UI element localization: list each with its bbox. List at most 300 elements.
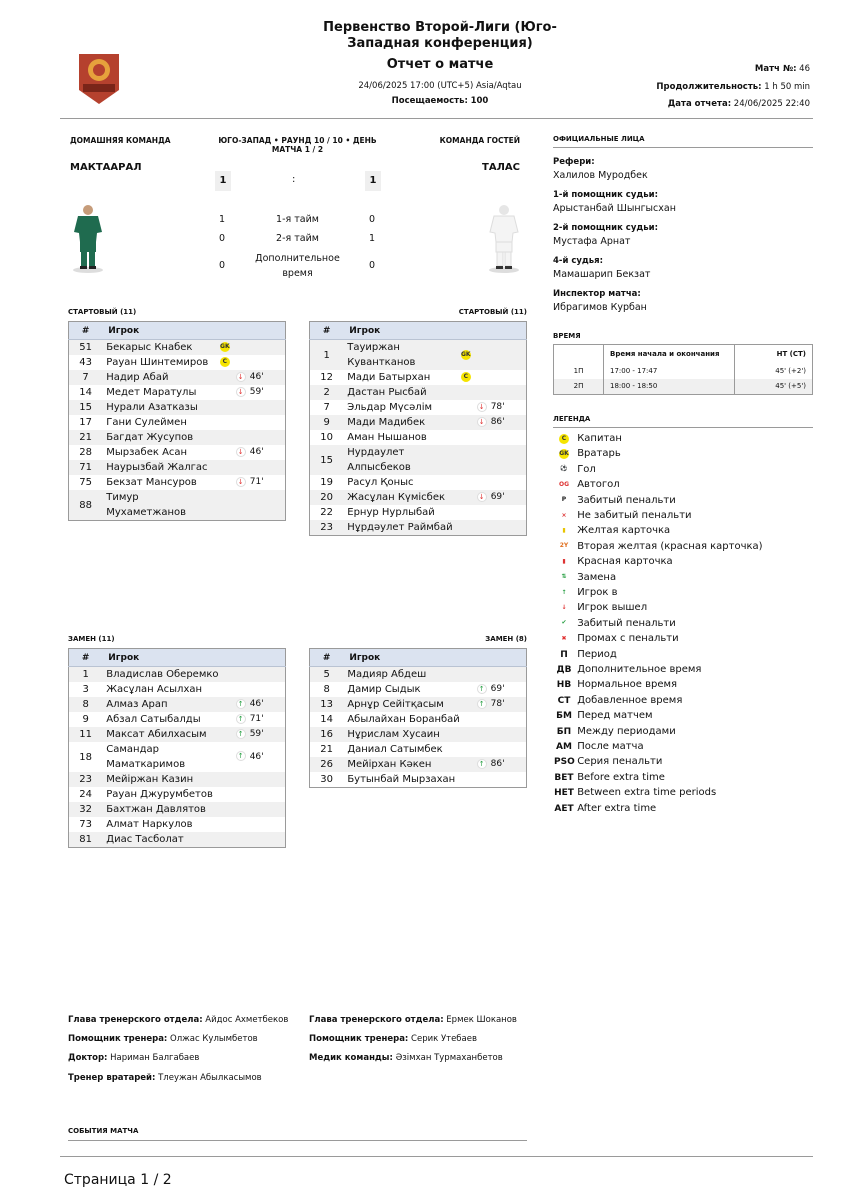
legend-label: Гол bbox=[577, 463, 596, 475]
player-name: Арнұр Сейітқасым bbox=[343, 697, 461, 712]
player-name: Аман Нышанов bbox=[347, 432, 427, 443]
player-name: Рауан Шинтемиров bbox=[106, 357, 209, 368]
player-name: Даниал Сатымбек bbox=[347, 744, 443, 755]
legend-item bbox=[554, 600, 647, 615]
official-name: Мамашарип Бекзат bbox=[553, 269, 651, 280]
match-number: Матч №: 46 bbox=[754, 64, 810, 74]
player-out-icon: ↓ bbox=[477, 492, 487, 502]
player-in-icon: ↑ bbox=[559, 588, 569, 598]
player-row bbox=[69, 430, 286, 445]
player-number: 16 bbox=[310, 727, 344, 742]
away-starting-title: СТАРТОВЫЙ (11) bbox=[458, 308, 527, 316]
sub-minute: 46' bbox=[249, 372, 264, 382]
legend-label: Промах с пенальти bbox=[577, 633, 679, 645]
player-out-icon: ↓ bbox=[559, 603, 569, 613]
time-ht: 45' (+2') bbox=[735, 363, 813, 379]
time-title: ВРЕМЯ bbox=[553, 332, 581, 340]
player-row bbox=[69, 370, 286, 385]
player-in-icon: ↑ bbox=[236, 751, 246, 761]
player-name: Надир Абай bbox=[102, 370, 220, 385]
report-subtitle: Отчет о матче bbox=[386, 57, 494, 72]
legend-item bbox=[554, 724, 676, 739]
period-away-score: 0 bbox=[368, 260, 376, 271]
period-label: Дополнительное время bbox=[255, 253, 340, 279]
player-number: 1 bbox=[69, 667, 103, 683]
player-number: 8 bbox=[323, 684, 330, 695]
player-name: Жасұлан Күмісбек bbox=[343, 490, 461, 505]
player-number: 88 bbox=[69, 490, 103, 521]
sub-minute: 59' bbox=[249, 387, 264, 397]
player-number: 21 bbox=[69, 430, 103, 445]
legend-item bbox=[554, 539, 763, 554]
player-name: Мырзабек Асан bbox=[106, 447, 188, 458]
player-number: 11 bbox=[69, 727, 103, 742]
legend-label: Игрок в bbox=[577, 587, 618, 598]
legend-item bbox=[554, 770, 665, 785]
events-divider bbox=[68, 1140, 527, 1141]
player-in-icon: ↑ bbox=[477, 699, 487, 709]
player-row bbox=[69, 832, 286, 848]
penalty-shootout-scored-icon: ✔ bbox=[559, 618, 569, 628]
player-number: 8 bbox=[69, 697, 103, 712]
player-number: 51 bbox=[69, 340, 103, 356]
legend-item bbox=[554, 585, 618, 600]
legend-item bbox=[554, 446, 621, 461]
player-number: 26 bbox=[310, 757, 344, 772]
time-col-ht: НТ (СТ) bbox=[735, 345, 813, 363]
home-score: 1 bbox=[215, 171, 231, 191]
home-subs-table bbox=[68, 648, 286, 848]
legend-item bbox=[554, 523, 670, 538]
legend-label: Капитан bbox=[577, 433, 622, 444]
sub-minute: 59' bbox=[249, 729, 264, 739]
player-name: Эльдар Мүсәлім bbox=[347, 402, 433, 413]
legend-label: Забитый пенальти bbox=[577, 494, 676, 506]
legend-label: Добавленное время bbox=[577, 694, 683, 706]
player-number: 32 bbox=[69, 802, 103, 817]
player-number: 21 bbox=[320, 744, 334, 755]
legend-item bbox=[554, 801, 656, 816]
player-name: Самандар Маматкаримов bbox=[106, 744, 186, 770]
legend-label: Вторая желтая (красная карточка) bbox=[577, 540, 763, 552]
player-row bbox=[310, 727, 527, 742]
home-staff-item: Глава тренерского отдела: Айдос Ахметбеков bbox=[68, 1015, 289, 1025]
goalkeeper-icon: GK bbox=[220, 343, 230, 350]
home-subs-title: ЗАМЕН (11) bbox=[68, 635, 115, 643]
sub-minute: 46' bbox=[249, 751, 264, 762]
official-label: 2-й помощник судьи: bbox=[553, 223, 658, 233]
player-number: 20 bbox=[310, 490, 344, 505]
officials-title: ОФИЦИАЛЬНЫЕ ЛИЦА bbox=[553, 135, 645, 143]
report-title: Первенство Второй-Лиги (Юго-Западная конференция) bbox=[323, 20, 557, 51]
captain-icon: C bbox=[461, 372, 471, 382]
captain-icon: C bbox=[220, 357, 230, 367]
player-row bbox=[310, 772, 527, 788]
player-number: 10 bbox=[320, 432, 333, 443]
player-name: Мади Мадибек bbox=[343, 415, 461, 430]
legend-item bbox=[554, 508, 692, 523]
legend-label: Забитый пенальти bbox=[577, 617, 676, 629]
player-name: Владислав Оберемко bbox=[102, 667, 220, 683]
player-name: Абылайхан Боранбай bbox=[347, 714, 460, 725]
player-number: 18 bbox=[79, 751, 92, 763]
officials-divider bbox=[553, 147, 813, 148]
player-row bbox=[310, 742, 527, 757]
player-number: 15 bbox=[69, 400, 103, 415]
player-row bbox=[310, 682, 527, 697]
sub-minute: 78' bbox=[490, 402, 505, 412]
legend-label: Between extra time periods bbox=[577, 787, 717, 799]
player-row bbox=[69, 787, 286, 802]
player-row bbox=[310, 490, 527, 505]
player-row bbox=[69, 772, 286, 787]
player-name: Мейіржан Казин bbox=[102, 772, 220, 787]
player-number: 73 bbox=[79, 819, 92, 830]
player-row bbox=[69, 490, 286, 521]
legend-item bbox=[554, 431, 622, 446]
official-name: Мустафа Арнат bbox=[553, 236, 631, 247]
player-number: 28 bbox=[79, 447, 92, 458]
player-name: Нұрислам Хусаин bbox=[343, 727, 461, 742]
player-row bbox=[69, 742, 286, 772]
captain-icon: C bbox=[559, 434, 569, 444]
away-staff-item: Помощник тренера: Серик Утебаев bbox=[309, 1034, 478, 1044]
player-number: 24 bbox=[79, 789, 92, 800]
player-number: 71 bbox=[69, 460, 103, 475]
official-label: 4-й судья: bbox=[553, 256, 604, 266]
player-name: Медет Маратулы bbox=[106, 387, 197, 398]
player-number: 13 bbox=[310, 697, 344, 712]
away-staff-item: Глава тренерского отдела: Ермек Шоканов bbox=[309, 1015, 517, 1025]
red-card-icon: ▮ bbox=[559, 557, 569, 567]
official-name: Халилов Муродбек bbox=[553, 170, 648, 181]
player-name: Гани Сулеймен bbox=[106, 417, 187, 428]
legend-label: После матча bbox=[577, 741, 644, 752]
period-label: 1-я тайм bbox=[276, 214, 319, 225]
player-row bbox=[310, 340, 527, 371]
score-separator: : bbox=[292, 174, 296, 185]
player-row bbox=[310, 757, 527, 772]
legend-abbr: AET bbox=[554, 803, 574, 814]
legend-divider bbox=[553, 427, 813, 428]
legend-label: Период bbox=[577, 648, 617, 660]
time-period: 2П bbox=[554, 379, 604, 395]
legend-abbr: PSO bbox=[554, 757, 575, 768]
home-staff-item: Помощник тренера: Олжас Кулымбетов bbox=[68, 1034, 258, 1044]
time-col-range: Время начала и окончания bbox=[604, 345, 735, 363]
away-kit-icon bbox=[486, 202, 522, 278]
legend-title: ЛЕГЕНДА bbox=[553, 415, 591, 423]
sub-minute: 69' bbox=[490, 492, 505, 502]
player-row bbox=[69, 682, 286, 697]
league-logo bbox=[75, 50, 123, 106]
player-name: Нурдаулет Алпысбеков bbox=[343, 445, 461, 475]
legend-label: Вратарь bbox=[577, 448, 621, 460]
player-number: 7 bbox=[323, 402, 330, 413]
player-number: 14 bbox=[79, 387, 92, 398]
legend-label: Замена bbox=[577, 571, 617, 583]
player-number: 75 bbox=[79, 477, 92, 488]
goalkeeper-icon: GK bbox=[559, 449, 569, 457]
time-period: 1П bbox=[554, 363, 604, 379]
player-name: Абзал Сатыбалды bbox=[106, 714, 201, 725]
player-name: Ернур Нурлыбай bbox=[347, 507, 435, 518]
legend-label: Нормальное время bbox=[577, 679, 678, 691]
col-number-header: # bbox=[310, 649, 344, 667]
match-datetime: 24/06/2025 17:00 (UTC+5) Asia/Aqtau bbox=[358, 81, 522, 91]
legend-item bbox=[554, 554, 673, 569]
legend-item bbox=[554, 493, 676, 508]
legend-item bbox=[554, 616, 676, 631]
player-in-icon: ↑ bbox=[477, 759, 487, 769]
col-player-header: Игрок bbox=[343, 322, 526, 340]
legend-abbr: П bbox=[560, 649, 568, 660]
attendance: Посещаемость: 100 bbox=[391, 96, 489, 106]
player-name: Бекзат Мансуров bbox=[106, 477, 197, 488]
player-number: 3 bbox=[82, 684, 89, 695]
player-row bbox=[310, 667, 527, 683]
player-row bbox=[310, 385, 527, 400]
player-out-icon: ↓ bbox=[236, 387, 246, 397]
sub-minute: 86' bbox=[490, 759, 505, 769]
player-in-icon: ↑ bbox=[236, 699, 246, 709]
player-name: Мейірхан Кәкен bbox=[343, 757, 461, 772]
goal-icon: ⚽ bbox=[560, 465, 568, 473]
round-info: ЮГО-ЗАПАД • РАУНД 10 / 10 • ДЕНЬ МАТЧА 1 / 2 bbox=[218, 136, 377, 154]
legend-item bbox=[554, 677, 677, 692]
player-row bbox=[310, 697, 527, 712]
player-number: 23 bbox=[69, 772, 103, 787]
home-team-name: МАКТААРАЛ bbox=[70, 162, 142, 173]
player-number: 81 bbox=[69, 832, 103, 848]
legend-label: Дополнительное время bbox=[577, 664, 702, 675]
goalkeeper-icon: GK bbox=[460, 350, 471, 358]
home-starting-table bbox=[68, 321, 286, 521]
player-number: 9 bbox=[82, 714, 89, 725]
player-number: 17 bbox=[79, 417, 92, 428]
player-row bbox=[69, 712, 286, 727]
player-out-icon: ↓ bbox=[477, 417, 487, 427]
legend-abbr: НВ bbox=[556, 680, 572, 691]
away-team-name: ТАЛАС bbox=[482, 162, 520, 173]
away-subs-table bbox=[309, 648, 527, 788]
player-number: 12 bbox=[320, 372, 333, 383]
player-number: 30 bbox=[320, 774, 334, 785]
yellow-card-icon: ▮ bbox=[559, 526, 569, 536]
player-name: Бекарыс Кнабек bbox=[102, 340, 220, 356]
player-row bbox=[310, 712, 527, 727]
legend-item bbox=[554, 708, 653, 723]
player-row bbox=[69, 817, 286, 832]
away-subs-title: ЗАМЕН (8) bbox=[485, 635, 527, 643]
player-number: 15 bbox=[310, 445, 344, 475]
official-name: Арыстанбай Шынгысхан bbox=[553, 203, 676, 214]
player-number: 19 bbox=[320, 477, 333, 488]
player-name: Багдат Жусупов bbox=[102, 430, 220, 445]
player-row bbox=[69, 727, 286, 742]
header-divider bbox=[60, 118, 813, 119]
period-home-score: 0 bbox=[218, 260, 226, 271]
legend-abbr: СТ bbox=[557, 695, 571, 706]
match-duration: Продолжительность: 1 h 50 min bbox=[656, 82, 810, 92]
player-number: 2 bbox=[310, 385, 344, 400]
col-player-header: Игрок bbox=[343, 649, 526, 667]
penalty-scored-icon: P bbox=[559, 495, 569, 505]
home-staff-item: Тренер вратарей: Тлеужан Абылкасымов bbox=[68, 1073, 262, 1083]
penalty-missed-icon: × bbox=[559, 511, 569, 521]
legend-item bbox=[554, 570, 616, 585]
period-away-score: 1 bbox=[368, 233, 376, 244]
player-row bbox=[69, 802, 286, 817]
col-player-header: Игрок bbox=[102, 322, 285, 340]
page-number: Страница 1 / 2 bbox=[64, 1172, 172, 1188]
player-name: Тимур Мухаметжанов bbox=[102, 490, 220, 521]
player-row bbox=[69, 385, 286, 400]
legend-label: Красная карточка bbox=[577, 556, 673, 568]
player-in-icon: ↑ bbox=[236, 714, 246, 724]
home-staff-item: Доктор: Нариман Балгабаев bbox=[68, 1053, 200, 1063]
player-in-icon: ↑ bbox=[236, 729, 246, 739]
period-label: 2-я тайм bbox=[276, 233, 319, 244]
player-row bbox=[310, 400, 527, 415]
official-label: 1-й помощник судьи: bbox=[553, 190, 658, 200]
player-name: Тауиржан Кувантканов bbox=[343, 340, 461, 371]
time-ht: 45' (+5') bbox=[735, 379, 813, 395]
player-name: Бутынбай Мырзахан bbox=[347, 774, 456, 785]
player-row bbox=[69, 460, 286, 475]
player-number: 22 bbox=[320, 507, 333, 518]
player-row bbox=[69, 475, 286, 490]
legend-label: Не забитый пенальти bbox=[577, 510, 692, 521]
player-number: 9 bbox=[310, 415, 344, 430]
player-row bbox=[310, 475, 527, 490]
player-name: Диас Тасболат bbox=[102, 832, 220, 848]
legend-item bbox=[554, 477, 620, 492]
player-row bbox=[69, 415, 286, 430]
player-out-icon: ↓ bbox=[236, 447, 246, 457]
player-row bbox=[310, 415, 527, 430]
player-name: Дастан Рысбай bbox=[343, 385, 461, 400]
player-out-icon: ↓ bbox=[236, 477, 246, 487]
player-out-icon: ↓ bbox=[236, 372, 246, 382]
col-number-header: # bbox=[69, 322, 103, 340]
player-number: 23 bbox=[310, 520, 344, 536]
col-number-header: # bbox=[310, 322, 344, 340]
report-date: Дата отчета: 24/06/2025 22:40 bbox=[667, 99, 810, 109]
own-goal-icon: OG bbox=[559, 480, 570, 488]
player-name: Расул Қоныс bbox=[347, 477, 414, 488]
player-out-icon: ↓ bbox=[477, 402, 487, 412]
period-home-score: 1 bbox=[218, 214, 226, 225]
legend-label: Автогол bbox=[577, 479, 620, 491]
player-name: Бахтжан Давлятов bbox=[102, 802, 220, 817]
player-row bbox=[310, 505, 527, 520]
legend-item bbox=[554, 785, 716, 800]
legend-abbr: BET bbox=[554, 772, 574, 783]
legend-label: Желтая карточка bbox=[577, 525, 671, 537]
player-row bbox=[69, 400, 286, 415]
player-name: Дамир Сыдык bbox=[347, 684, 421, 695]
legend-label: Между периодами bbox=[577, 725, 676, 737]
legend-abbr: АМ bbox=[556, 742, 572, 752]
col-player-header: Игрок bbox=[102, 649, 285, 667]
legend-label: After extra time bbox=[577, 802, 657, 814]
period-away-score: 0 bbox=[368, 214, 376, 225]
official-label: Инспектор матча: bbox=[553, 289, 641, 299]
col-number-header: # bbox=[69, 649, 103, 667]
sub-minute: 78' bbox=[490, 699, 505, 709]
sub-minute: 86' bbox=[490, 417, 505, 427]
player-row bbox=[69, 667, 286, 683]
legend-item bbox=[554, 462, 596, 477]
official-label: Рефери: bbox=[553, 157, 595, 167]
player-name: Алмат Наркулов bbox=[106, 819, 193, 830]
time-range: 17:00 - 17:47 bbox=[604, 363, 735, 379]
legend-item bbox=[554, 647, 617, 662]
penalty-shootout-missed-icon: ✖ bbox=[559, 634, 569, 644]
sub-minute: 71' bbox=[249, 714, 264, 724]
player-row bbox=[69, 697, 286, 712]
legend-item bbox=[554, 739, 644, 754]
away-team-label: КОМАНДА ГОСТЕЙ bbox=[439, 136, 520, 145]
sub-minute: 46' bbox=[249, 447, 264, 457]
sub-minute: 69' bbox=[490, 684, 505, 694]
legend-abbr: БП bbox=[556, 726, 572, 737]
player-name: Нурали Азатказы bbox=[102, 400, 220, 415]
legend-label: Серия пенальти bbox=[577, 756, 663, 768]
player-name: Алмаз Арап bbox=[102, 697, 220, 712]
legend-label: Before extra time bbox=[577, 771, 665, 783]
legend-label: Перед матчем bbox=[577, 710, 653, 722]
period-home-score: 0 bbox=[218, 233, 226, 244]
home-team-label: ДОМАШНЯЯ КОМАНДА bbox=[70, 136, 171, 145]
second-yellow-icon: 2Y bbox=[559, 542, 569, 550]
legend-label: Игрок вышел bbox=[577, 602, 648, 614]
player-name: Максат Абилхасым bbox=[102, 727, 220, 742]
player-number: 14 bbox=[320, 714, 334, 725]
player-number: 1 bbox=[310, 340, 344, 371]
legend-item bbox=[554, 754, 662, 769]
away-starting-table bbox=[309, 321, 527, 536]
legend-abbr: HET bbox=[554, 788, 574, 799]
substitution-icon: ⇅ bbox=[559, 572, 569, 582]
player-name: Рауан Джурумбетов bbox=[106, 789, 213, 800]
player-row bbox=[310, 370, 527, 385]
home-starting-title: СТАРТОВЫЙ (11) bbox=[68, 308, 137, 316]
player-name: Нұрдәулет Раймбай bbox=[343, 520, 461, 536]
player-name: Жасұлан Асылхан bbox=[106, 684, 203, 695]
player-in-icon: ↑ bbox=[477, 684, 487, 694]
time-range: 18:00 - 18:50 bbox=[604, 379, 735, 395]
player-row bbox=[310, 520, 527, 536]
player-row bbox=[69, 355, 286, 370]
player-row bbox=[310, 445, 527, 475]
footer-divider bbox=[60, 1156, 813, 1157]
legend-abbr: БМ bbox=[556, 711, 572, 722]
player-name: Наурызбай Жалгас bbox=[102, 460, 220, 475]
player-row bbox=[69, 340, 286, 356]
sub-minute: 46' bbox=[249, 699, 264, 709]
legend-abbr: ДВ bbox=[556, 665, 572, 675]
player-number: 7 bbox=[69, 370, 103, 385]
events-title: СОБЫТИЯ МАТЧА bbox=[68, 1127, 139, 1135]
legend-item bbox=[554, 662, 701, 677]
legend-item bbox=[554, 631, 679, 646]
player-name: Мади Батырхан bbox=[347, 372, 431, 383]
official-name: Ибрагимов Курбан bbox=[553, 302, 647, 313]
sub-minute: 71' bbox=[249, 477, 264, 487]
player-number: 5 bbox=[310, 667, 344, 683]
